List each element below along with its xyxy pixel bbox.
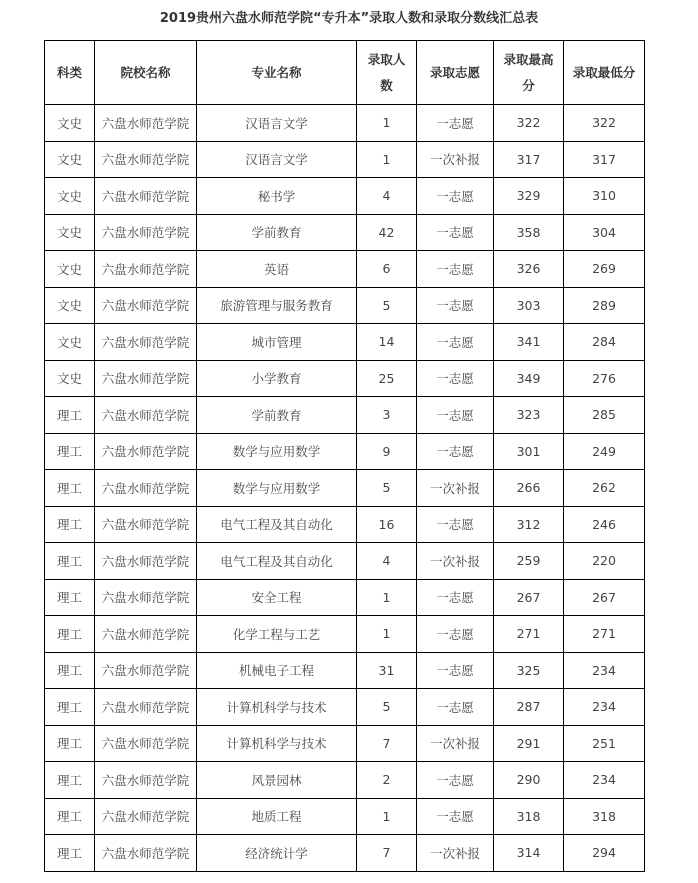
cell-min-score: 310	[564, 178, 645, 215]
cell-choice: 一志愿	[417, 616, 494, 653]
cell-choice: 一志愿	[417, 360, 494, 397]
cell-max-score: 267	[494, 579, 564, 616]
cell-category: 理工	[45, 798, 95, 835]
cell-major: 学前教育	[197, 214, 357, 251]
cell-school: 六盘水师范学院	[95, 141, 197, 178]
cell-count: 5	[357, 689, 417, 726]
cell-major: 英语	[197, 251, 357, 288]
cell-choice: 一志愿	[417, 287, 494, 324]
table-row	[45, 543, 645, 580]
cell-choice: 一志愿	[417, 506, 494, 543]
cell-max-score: 259	[494, 543, 564, 580]
header-choice: 录取志愿	[417, 41, 494, 105]
table-row	[45, 287, 645, 324]
table-row	[45, 324, 645, 361]
cell-school: 六盘水师范学院	[95, 762, 197, 799]
cell-major: 学前教育	[197, 397, 357, 434]
header-school: 院校名称	[95, 41, 197, 105]
cell-category: 理工	[45, 470, 95, 507]
table-row	[45, 105, 645, 142]
header-category: 科类	[45, 41, 95, 105]
cell-school: 六盘水师范学院	[95, 652, 197, 689]
table-row	[45, 506, 645, 543]
cell-max-score: 291	[494, 725, 564, 762]
cell-min-score: 251	[564, 725, 645, 762]
table-row	[45, 251, 645, 288]
cell-major: 汉语言文学	[197, 105, 357, 142]
table-title: 2019贵州六盘水师范学院“专升本”录取人数和录取分数线汇总表	[159, 11, 539, 26]
cell-choice: 一志愿	[417, 105, 494, 142]
cell-count: 31	[357, 652, 417, 689]
cell-min-score: 318	[564, 798, 645, 835]
cell-count: 1	[357, 105, 417, 142]
cell-choice: 一志愿	[417, 251, 494, 288]
cell-school: 六盘水师范学院	[95, 287, 197, 324]
cell-school: 六盘水师范学院	[95, 579, 197, 616]
cell-category: 文史	[45, 360, 95, 397]
cell-category: 文史	[45, 251, 95, 288]
cell-count: 1	[357, 579, 417, 616]
cell-category: 文史	[45, 178, 95, 215]
cell-count: 42	[357, 214, 417, 251]
cell-category: 文史	[45, 287, 95, 324]
cell-count: 5	[357, 470, 417, 507]
admission-score-table	[44, 40, 645, 872]
cell-major: 计算机科学与技术	[197, 725, 357, 762]
cell-count: 4	[357, 543, 417, 580]
cell-min-score: 284	[564, 324, 645, 361]
cell-choice: 一志愿	[417, 689, 494, 726]
table-row	[45, 689, 645, 726]
cell-major: 安全工程	[197, 579, 357, 616]
table-row	[45, 141, 645, 178]
table-row	[45, 397, 645, 434]
cell-school: 六盘水师范学院	[95, 470, 197, 507]
table-row	[45, 762, 645, 799]
cell-max-score: 303	[494, 287, 564, 324]
cell-school: 六盘水师范学院	[95, 433, 197, 470]
cell-max-score: 317	[494, 141, 564, 178]
cell-count: 3	[357, 397, 417, 434]
cell-school: 六盘水师范学院	[95, 689, 197, 726]
cell-choice: 一志愿	[417, 652, 494, 689]
table-row	[45, 798, 645, 835]
cell-choice: 一次补报	[417, 835, 494, 872]
cell-max-score: 318	[494, 798, 564, 835]
cell-major: 计算机科学与技术	[197, 689, 357, 726]
cell-choice: 一志愿	[417, 324, 494, 361]
cell-count: 7	[357, 835, 417, 872]
cell-count: 5	[357, 287, 417, 324]
cell-max-score: 266	[494, 470, 564, 507]
cell-school: 六盘水师范学院	[95, 105, 197, 142]
table-row	[45, 652, 645, 689]
cell-choice: 一志愿	[417, 579, 494, 616]
cell-category: 文史	[45, 141, 95, 178]
header-max-score: 录取最高分	[494, 41, 564, 105]
cell-min-score: 246	[564, 506, 645, 543]
cell-max-score: 301	[494, 433, 564, 470]
cell-max-score: 341	[494, 324, 564, 361]
cell-min-score: 304	[564, 214, 645, 251]
cell-count: 1	[357, 798, 417, 835]
cell-choice: 一志愿	[417, 214, 494, 251]
cell-min-score: 285	[564, 397, 645, 434]
header-min-score: 录取最低分	[564, 41, 645, 105]
cell-count: 2	[357, 762, 417, 799]
cell-min-score: 269	[564, 251, 645, 288]
cell-min-score: 271	[564, 616, 645, 653]
cell-min-score: 234	[564, 689, 645, 726]
cell-school: 六盘水师范学院	[95, 214, 197, 251]
cell-category: 理工	[45, 689, 95, 726]
cell-min-score: 234	[564, 762, 645, 799]
table-row	[45, 835, 645, 872]
cell-category: 文史	[45, 105, 95, 142]
cell-major: 城市管理	[197, 324, 357, 361]
cell-major: 秘书学	[197, 178, 357, 215]
cell-category: 理工	[45, 579, 95, 616]
cell-choice: 一志愿	[417, 433, 494, 470]
cell-school: 六盘水师范学院	[95, 543, 197, 580]
cell-max-score: 325	[494, 652, 564, 689]
cell-school: 六盘水师范学院	[95, 360, 197, 397]
table-row	[45, 360, 645, 397]
cell-major: 旅游管理与服务教育	[197, 287, 357, 324]
cell-school: 六盘水师范学院	[95, 616, 197, 653]
cell-category: 理工	[45, 506, 95, 543]
cell-major: 地质工程	[197, 798, 357, 835]
cell-major: 经济统计学	[197, 835, 357, 872]
cell-school: 六盘水师范学院	[95, 324, 197, 361]
cell-max-score: 312	[494, 506, 564, 543]
table-body	[45, 105, 645, 872]
cell-choice: 一次补报	[417, 141, 494, 178]
cell-count: 16	[357, 506, 417, 543]
cell-school: 六盘水师范学院	[95, 178, 197, 215]
cell-major: 风景园林	[197, 762, 357, 799]
cell-major: 电气工程及其自动化	[197, 506, 357, 543]
cell-min-score: 276	[564, 360, 645, 397]
cell-school: 六盘水师范学院	[95, 725, 197, 762]
table-row	[45, 616, 645, 653]
cell-choice: 一志愿	[417, 762, 494, 799]
table-row	[45, 178, 645, 215]
cell-major: 电气工程及其自动化	[197, 543, 357, 580]
table-row	[45, 433, 645, 470]
cell-min-score: 289	[564, 287, 645, 324]
cell-count: 25	[357, 360, 417, 397]
cell-min-score: 317	[564, 141, 645, 178]
cell-count: 7	[357, 725, 417, 762]
cell-school: 六盘水师范学院	[95, 397, 197, 434]
cell-max-score: 314	[494, 835, 564, 872]
cell-category: 理工	[45, 725, 95, 762]
cell-major: 数学与应用数学	[197, 433, 357, 470]
cell-max-score: 287	[494, 689, 564, 726]
cell-category: 文史	[45, 214, 95, 251]
cell-category: 理工	[45, 543, 95, 580]
cell-category: 理工	[45, 397, 95, 434]
cell-min-score: 262	[564, 470, 645, 507]
cell-school: 六盘水师范学院	[95, 835, 197, 872]
cell-min-score: 294	[564, 835, 645, 872]
cell-max-score: 358	[494, 214, 564, 251]
cell-major: 化学工程与工艺	[197, 616, 357, 653]
cell-major: 汉语言文学	[197, 141, 357, 178]
cell-max-score: 322	[494, 105, 564, 142]
cell-max-score: 326	[494, 251, 564, 288]
cell-choice: 一次补报	[417, 470, 494, 507]
cell-school: 六盘水师范学院	[95, 251, 197, 288]
cell-min-score: 220	[564, 543, 645, 580]
cell-max-score: 271	[494, 616, 564, 653]
cell-count: 1	[357, 141, 417, 178]
cell-school: 六盘水师范学院	[95, 506, 197, 543]
cell-min-score: 322	[564, 105, 645, 142]
header-row	[45, 41, 645, 105]
cell-count: 9	[357, 433, 417, 470]
cell-choice: 一次补报	[417, 543, 494, 580]
cell-min-score: 267	[564, 579, 645, 616]
cell-choice: 一志愿	[417, 798, 494, 835]
cell-choice: 一志愿	[417, 178, 494, 215]
table-row	[45, 579, 645, 616]
cell-min-score: 234	[564, 652, 645, 689]
header-major: 专业名称	[197, 41, 357, 105]
cell-category: 理工	[45, 835, 95, 872]
cell-max-score: 290	[494, 762, 564, 799]
cell-category: 理工	[45, 433, 95, 470]
table-row	[45, 725, 645, 762]
cell-category: 理工	[45, 652, 95, 689]
cell-count: 14	[357, 324, 417, 361]
cell-category: 理工	[45, 762, 95, 799]
cell-major: 小学教育	[197, 360, 357, 397]
cell-choice: 一次补报	[417, 725, 494, 762]
cell-category: 理工	[45, 616, 95, 653]
cell-category: 文史	[45, 324, 95, 361]
cell-count: 1	[357, 616, 417, 653]
table-row	[45, 470, 645, 507]
cell-major: 数学与应用数学	[197, 470, 357, 507]
cell-max-score: 349	[494, 360, 564, 397]
cell-min-score: 249	[564, 433, 645, 470]
cell-school: 六盘水师范学院	[95, 798, 197, 835]
cell-max-score: 323	[494, 397, 564, 434]
cell-count: 4	[357, 178, 417, 215]
cell-major: 机械电子工程	[197, 652, 357, 689]
header-count: 录取人数	[357, 41, 417, 105]
cell-count: 6	[357, 251, 417, 288]
cell-max-score: 329	[494, 178, 564, 215]
table-row	[45, 214, 645, 251]
table-header	[45, 41, 645, 105]
cell-choice: 一志愿	[417, 397, 494, 434]
